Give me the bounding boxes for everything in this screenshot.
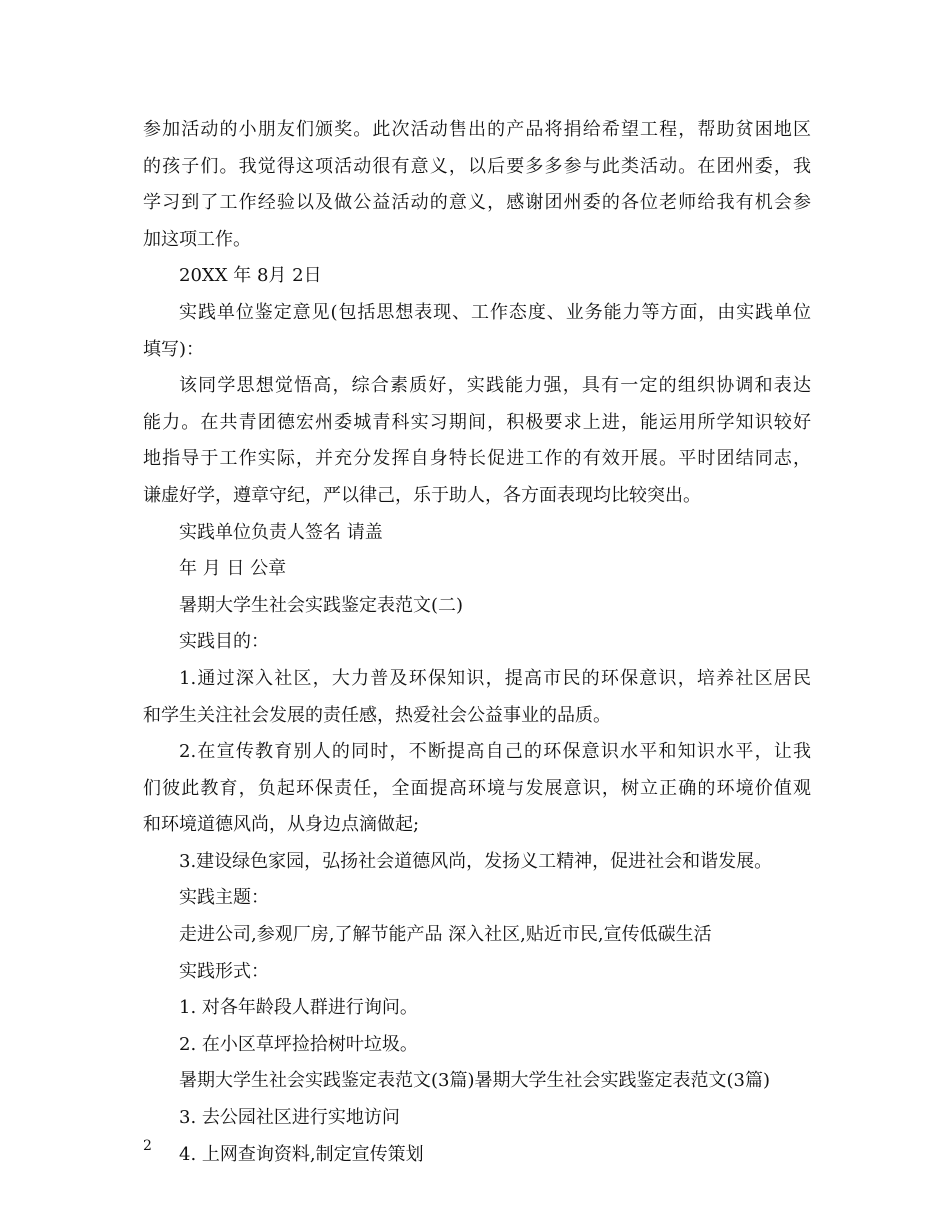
- text-line: 2. 在小区草坪捡拾树叶垃圾。: [179, 1033, 418, 1055]
- text-line: 3.建设绿色家园，弘扬社会道德风尚，发扬义工精神，促进社会和谐发展。: [179, 850, 773, 872]
- text-line: 2.在宣传教育别人的同时，不断提高自己的环保意识水平和知识水平，让我: [179, 741, 811, 763]
- text-line: 填写)：: [143, 338, 205, 360]
- text-line: 20XX 年 8月 2日: [179, 265, 322, 287]
- text-line: 1.通过深入社区，大力普及环保知识，提高市民的环保意识，培养社区居民: [179, 667, 811, 689]
- text-line: 年 月 日 公章: [179, 558, 287, 580]
- text-line: 和学生关注社会发展的责任感，热爱社会公益事业的品质。: [143, 704, 611, 726]
- text-line: 3. 去公园社区进行实地访问: [179, 1107, 400, 1129]
- text-line: 加这项工作。: [143, 228, 251, 250]
- text-line: 实践目的：: [179, 631, 269, 653]
- text-line: 暑期大学生社会实践鉴定表范文(二): [179, 594, 464, 616]
- text-line: 谦虚好学，遵章守纪，严以律己，乐于助人，各方面表现均比较突出。: [143, 484, 701, 506]
- text-line: 实践单位鉴定意见(包括思想表现、工作态度、业务能力等方面，由实践单位: [179, 301, 811, 323]
- text-line: 实践单位负责人签名 请盖: [179, 521, 383, 543]
- text-line: 们彼此教育，负起环保责任，全面提高环境与发展意识，树立正确的环境价值观: [143, 777, 811, 799]
- page-number: 2: [143, 1138, 152, 1154]
- text-line: 4. 上网查询资料,制定宣传策划: [179, 1143, 424, 1165]
- text-line: 该同学思想觉悟高，综合素质好，实践能力强，具有一定的组织协调和表达: [179, 375, 811, 397]
- text-line: 和环境道德风尚，从身边点滴做起;: [143, 814, 420, 836]
- text-line: 的孩子们。我觉得这项活动很有意义，以后要多多参与此类活动。在团州委，我: [143, 155, 811, 177]
- text-line: 参加活动的小朋友们颁奖。此次活动售出的产品将捐给希望工程，帮助贫困地区: [143, 119, 811, 140]
- text-line: 走进公司,参观厂房,了解节能产品 深入社区,贴近市民,宣传低碳生活: [179, 924, 712, 946]
- text-line: 地指导于工作实际，并充分发挥自身特长促进工作的有效开展。平时团结同志，: [143, 448, 811, 470]
- document-body: [143, 112, 811, 1173]
- text-line: 1. 对各年龄段人群进行询问。: [179, 997, 418, 1019]
- text-line: 暑期大学生社会实践鉴定表范文(3篇)暑期大学生社会实践鉴定表范文(3篇): [179, 1070, 770, 1092]
- text-line: 实践主题：: [179, 887, 269, 909]
- text-line: 学习到了工作经验以及做公益活动的意义，感谢团州委的各位老师给我有机会参: [143, 192, 811, 214]
- text-line: 能力。在共青团德宏州委城青科实习期间，积极要求上进，能运用所学知识较好: [143, 411, 811, 433]
- text-line: 实践形式：: [179, 960, 269, 982]
